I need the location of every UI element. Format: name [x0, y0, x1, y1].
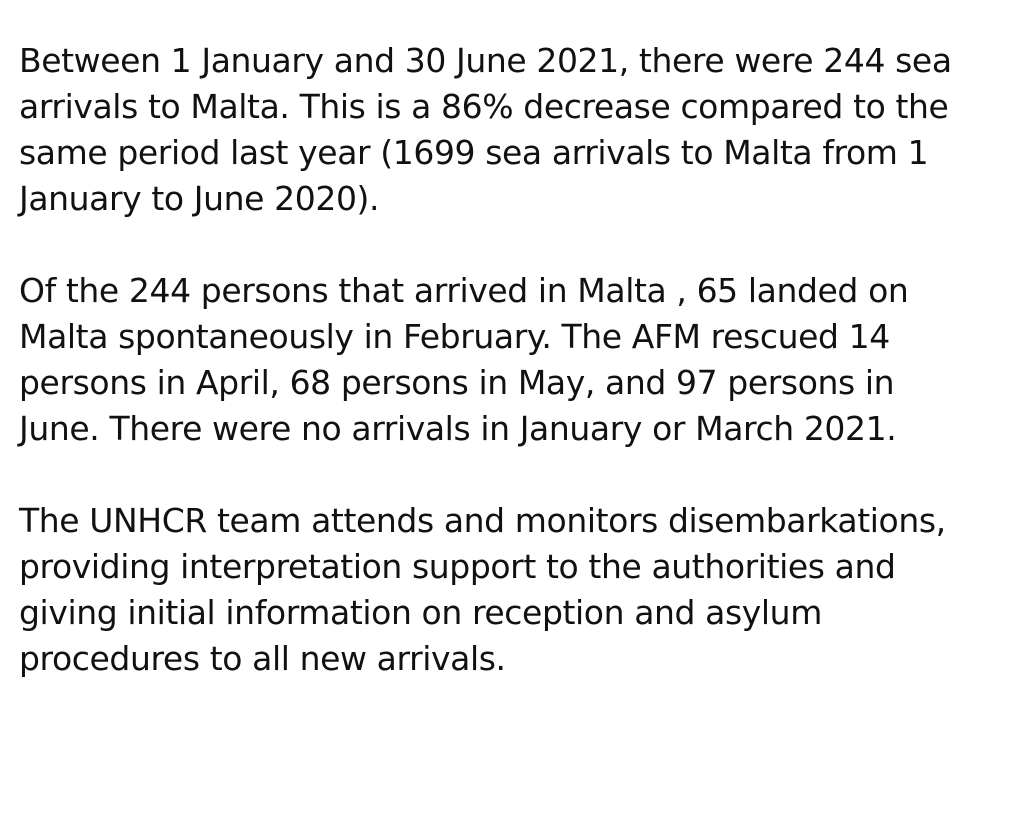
text-line: Malta spontaneously in February. The AFM rescued 14 [19, 317, 890, 356]
text-line: Of the 244 persons that arrived in Malta , 65 landed on [19, 271, 909, 310]
text-line: procedures to all new arrivals. [19, 639, 506, 678]
paragraph-unhcr-team [19, 498, 1019, 682]
text-line: The UNHCR team attends and monitors disembarkations, [19, 501, 946, 540]
text-line: persons in April, 68 persons in May, and 97 persons in [19, 363, 895, 402]
text-line: January to June 2020). [19, 179, 380, 218]
document-body [19, 38, 1019, 728]
text-line: providing interpretation support to the authorities and [19, 547, 896, 586]
paragraph-arrival-breakdown [19, 268, 1019, 452]
text-line: giving initial information on reception and asylum [19, 593, 822, 632]
paragraph-sea-arrivals [19, 38, 1019, 222]
text-line: June. There were no arrivals in January or March 2021. [19, 409, 897, 448]
text-line: same period last year (1699 sea arrivals to Malta from 1 [19, 133, 929, 172]
text-line: arrivals to Malta. This is a 86% decrease compared to the [19, 87, 949, 126]
text-line: Between 1 January and 30 June 2021, there were 244 sea [19, 41, 952, 80]
